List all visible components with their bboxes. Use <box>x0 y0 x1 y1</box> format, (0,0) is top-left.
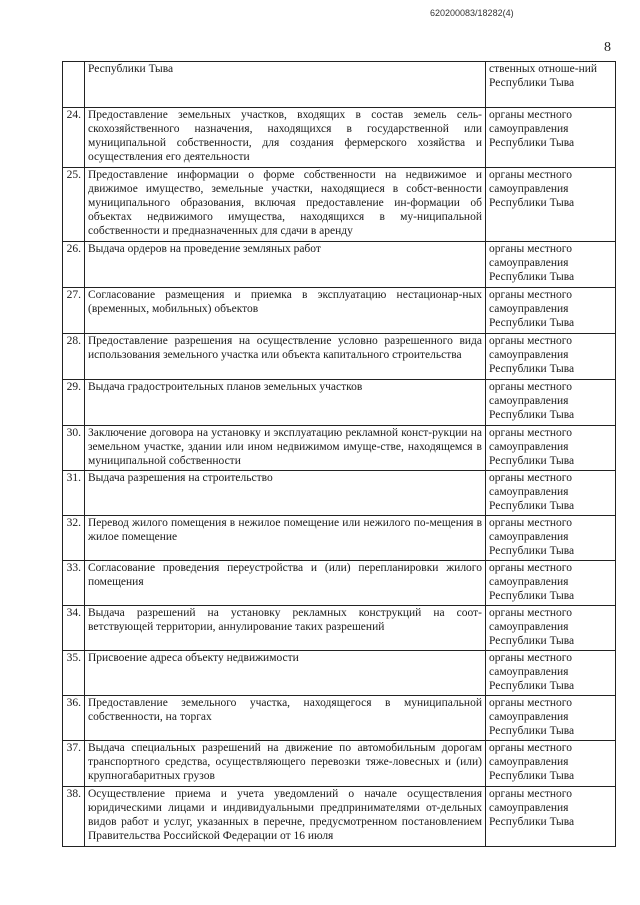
service-title: Предоставление земельного участка, находящегося в муниципальной собственности, на торгах <box>85 696 486 741</box>
service-title: Перевод жилого помещения в нежилое помещение или нежилого по-мещения в жилое помещение <box>85 516 486 561</box>
responsible-authority: органы местного самоуправления Республики Тыва <box>486 606 616 651</box>
table-row <box>63 651 616 696</box>
responsible-authority: органы местного самоуправления Республики Тыва <box>486 108 616 168</box>
page-number: 8 <box>604 40 611 55</box>
row-number: 32. <box>63 516 85 561</box>
row-number: 24. <box>63 108 85 168</box>
table-row <box>63 471 616 516</box>
service-title: Выдача разрешения на строительство <box>85 471 486 516</box>
table-row <box>63 334 616 380</box>
responsible-authority: ственных отноше-ний Республики Тыва <box>486 62 616 108</box>
row-number: 26. <box>63 242 85 288</box>
responsible-authority: органы местного самоуправления Республики Тыва <box>486 288 616 334</box>
row-number: 28. <box>63 334 85 380</box>
service-title: Выдача градостроительных планов земельных участков <box>85 380 486 426</box>
table-row <box>63 426 616 471</box>
service-title: Выдача разрешений на установку рекламных конструкций на соот-ветствующей территории, аннулирование таких разрешений <box>85 606 486 651</box>
row-number: 33. <box>63 561 85 606</box>
table-row <box>63 108 616 168</box>
table-row <box>63 561 616 606</box>
row-number: 29. <box>63 380 85 426</box>
row-number: 25. <box>63 168 85 242</box>
responsible-authority: органы местного самоуправления Республики Тыва <box>486 426 616 471</box>
responsible-authority: органы местного самоуправления Республики Тыва <box>486 696 616 741</box>
row-number: 38. <box>63 787 85 847</box>
responsible-authority: органы местного самоуправления Республики Тыва <box>486 334 616 380</box>
table-row <box>63 787 616 847</box>
service-title: Согласование размещения и приемка в эксплуатацию нестационар-ных (временных, мобильных) объектов <box>85 288 486 334</box>
row-number: 30. <box>63 426 85 471</box>
service-title: Предоставление информации о форме собственности на недвижимое и движимое имущество, земельные участки, находящиеся в собст-венности муниципального образования, включая предоставление ин-формации об объектах недвижимого имущества, находящихся в му-ниципальной собственности и предназначенных для сдачи в аренду <box>85 168 486 242</box>
responsible-authority: органы местного самоуправления Республики Тыва <box>486 741 616 787</box>
service-title: Выдача специальных разрешений на движение по автомобильным дорогам транспортного средства, осуществляющего перевозки тяже-ловесных и (или) крупногабаритных грузов <box>85 741 486 787</box>
table-row <box>63 242 616 288</box>
responsible-authority: органы местного самоуправления Республики Тыва <box>486 471 616 516</box>
document-code: 620200083/18282(4) <box>430 8 514 18</box>
table-row <box>63 288 616 334</box>
service-title: Присвоение адреса объекту недвижимости <box>85 651 486 696</box>
responsible-authority: органы местного самоуправления Республики Тыва <box>486 561 616 606</box>
table-row <box>63 62 616 108</box>
responsible-authority: органы местного самоуправления Республики Тыва <box>486 168 616 242</box>
responsible-authority: органы местного самоуправления Республики Тыва <box>486 516 616 561</box>
service-title: Предоставление разрешения на осуществление условно разрешенного вида использования земельного участка или объекта капитального строительства <box>85 334 486 380</box>
table-row <box>63 380 616 426</box>
responsible-authority: органы местного самоуправления Республики Тыва <box>486 242 616 288</box>
row-number: 35. <box>63 651 85 696</box>
service-title: Выдача ордеров на проведение земляных работ <box>85 242 486 288</box>
row-number: 31. <box>63 471 85 516</box>
service-title: Осуществление приема и учета уведомлений о начале осуществления юридическими лицами и индивидуальными предпринимателями от-дельных видов работ и услуг, указанных в перечне, предусмотренном постановлением Правительства Российской Федерации от 16 июля <box>85 787 486 847</box>
service-title: Заключение договора на установку и эксплуатацию рекламной конст-рукции на земельном участке, здании или ином недвижимом имуще-стве, находящемся в муниципальной собственности <box>85 426 486 471</box>
responsible-authority: органы местного самоуправления Республики Тыва <box>486 651 616 696</box>
service-title: Согласование проведения переустройства и (или) перепланировки жилого помещения <box>85 561 486 606</box>
table-row <box>63 696 616 741</box>
table-row <box>63 516 616 561</box>
row-number: 27. <box>63 288 85 334</box>
table-row <box>63 741 616 787</box>
responsible-authority: органы местного самоуправления Республики Тыва <box>486 380 616 426</box>
table-row <box>63 606 616 651</box>
responsible-authority: органы местного самоуправления Республики Тыва <box>486 787 616 847</box>
table-row <box>63 168 616 242</box>
row-number: 34. <box>63 606 85 651</box>
service-title: Предоставление земельных участков, входящих в состав земель сель-скохозяйственного назначения, находящихся в государственной или муниципальной собственности, для создания фермерского хозяйства и осуществления его деятельности <box>85 108 486 168</box>
row-number: 37. <box>63 741 85 787</box>
row-number <box>63 62 85 108</box>
service-title: Республики Тыва <box>85 62 486 108</box>
services-table <box>62 61 616 847</box>
row-number: 36. <box>63 696 85 741</box>
